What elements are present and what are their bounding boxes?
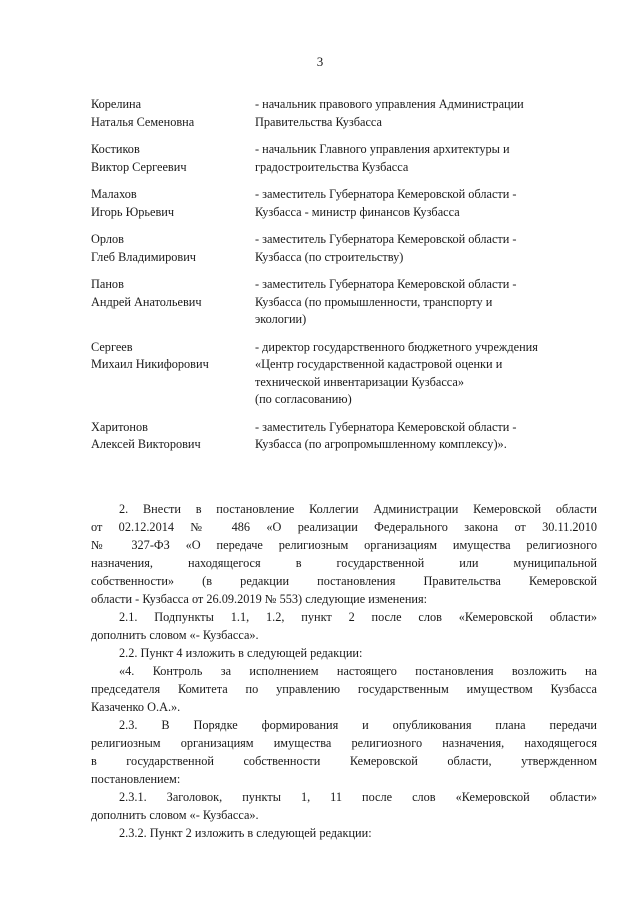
member-given-names: Михаил Никифорович (91, 357, 209, 371)
role-line: экологии) (255, 312, 307, 326)
member-name (91, 96, 255, 131)
role-line: «Центр государственной кадастровой оценки и (255, 357, 503, 371)
role-line: - начальник Главного управления архитектуры и (255, 142, 510, 156)
member-given-names: Глеб Владимирович (91, 249, 196, 264)
member-name (91, 339, 255, 409)
member-surname: Сергеев (91, 339, 133, 354)
member-role (255, 141, 599, 176)
text-line: 2. Внести в постановление Коллегии Администрации Кемеровской области (119, 502, 597, 516)
role-line: - заместитель Губернатора Кемеровской области - (255, 277, 517, 291)
member-panov (91, 276, 599, 329)
paragraph-item-2-3 (91, 716, 597, 788)
text-line: 2.3.1. Заголовок, пункты 1, 11 после слов «Кемеровской области» (119, 790, 597, 804)
member-surname: Орлов (91, 232, 124, 246)
role-line: - начальник правового управления Администрации (255, 97, 524, 111)
member-sergeev (91, 339, 599, 409)
member-role (255, 276, 599, 329)
member-malakhov (91, 186, 599, 221)
member-name (91, 141, 255, 176)
page-number: 3 (316, 54, 324, 69)
member-given-names: Алексей Викторович (91, 437, 201, 451)
member-role (255, 231, 599, 266)
text-line: собственности» (в редакции постановления Правительства Кемеровской (91, 574, 597, 588)
member-name (91, 419, 255, 454)
member-name (91, 186, 255, 221)
commission-members-list (91, 96, 599, 464)
text-line: постановлением: (91, 772, 181, 786)
text-line: дополнить словом «- Кузбасса». (91, 808, 259, 822)
member-role (255, 419, 599, 454)
role-line: Кузбасса - министр финансов Кузбасса (255, 204, 460, 219)
member-surname: Панов (91, 277, 124, 291)
member-surname: Харитонов (91, 419, 148, 434)
paragraph-item-2 (91, 500, 597, 608)
role-line: Правительства Кузбасса (255, 114, 382, 129)
member-name (91, 276, 255, 329)
member-given-names: Игорь Юрьевич (91, 204, 175, 219)
member-given-names: Наталья Семеновна (91, 114, 195, 129)
text-line: в государственной собственности Кемеровской области, утвержденном (91, 754, 597, 768)
role-line: градостроительства Кузбасса (255, 159, 409, 174)
text-line: области - Кузбасса от 26.09.2019 № 553) следующие изменения: (91, 592, 428, 606)
paragraph-item-2-3-1 (91, 788, 597, 824)
member-surname: Малахов (91, 187, 137, 201)
text-line: «4. Контроль за исполнением настоящего постановления возложить на (119, 664, 597, 678)
role-line: Кузбасса (по агропромышленному комплексу)». (255, 437, 507, 451)
member-role (255, 96, 599, 131)
text-line: назначения, находящегося в государственной или муниципальной (91, 556, 597, 570)
paragraph-item-4-quote (91, 662, 597, 716)
member-orlov (91, 231, 599, 266)
text-line: 2.3. В Порядке формирования и опубликования плана передачи (119, 718, 597, 732)
role-line: Кузбасса (по строительству) (255, 249, 404, 264)
member-surname: Корелина (91, 97, 142, 111)
member-korelina (91, 96, 599, 131)
member-surname: Костиков (91, 142, 140, 156)
member-given-names: Андрей Анатольевич (91, 294, 202, 309)
role-line: - заместитель Губернатора Кемеровской области - (255, 187, 517, 201)
member-kharitonov (91, 419, 599, 454)
member-kostikov (91, 141, 599, 176)
text-line: 2.2. Пункт 4 изложить в следующей редакции: (119, 646, 363, 660)
text-line: председателя Комитета по управлению государственным имуществом Кузбасса (91, 682, 597, 696)
paragraph-item-2-2 (91, 644, 597, 662)
text-line: 2.3.2. Пункт 2 изложить в следующей редакции: (119, 826, 372, 840)
member-role (255, 186, 599, 221)
role-line: - директор государственного бюджетного учреждения (255, 339, 538, 354)
text-line: религиозным организациям имущества религиозного назначения, находящегося (91, 736, 597, 750)
member-name (91, 231, 255, 266)
role-line: технической инвентаризации Кузбасса» (255, 374, 464, 389)
role-line: (по согласованию) (255, 392, 352, 406)
member-given-names: Виктор Сергеевич (91, 159, 187, 174)
text-line: Казаченко О.А.». (91, 700, 181, 714)
text-line: 2.1. Подпункты 1.1, 1.2, пункт 2 после слов «Кемеровской области» (119, 610, 597, 624)
paragraph-item-2-3-2 (91, 824, 597, 842)
role-line: - заместитель Губернатора Кемеровской области - (255, 232, 517, 246)
member-role (255, 339, 599, 409)
role-line: - заместитель Губернатора Кемеровской области - (255, 419, 517, 434)
text-line: № 327-ФЗ «О передаче религиозным организациям имущества религиозного (91, 538, 597, 552)
resolution-body (91, 500, 597, 842)
text-line: от 02.12.2014 № 486 «О реализации Федерального закона от 30.11.2010 (91, 520, 597, 534)
text-line: дополнить словом «- Кузбасса». (91, 628, 259, 642)
role-line: Кузбасса (по промышленности, транспорту и (255, 294, 493, 309)
paragraph-item-2-1 (91, 608, 597, 644)
